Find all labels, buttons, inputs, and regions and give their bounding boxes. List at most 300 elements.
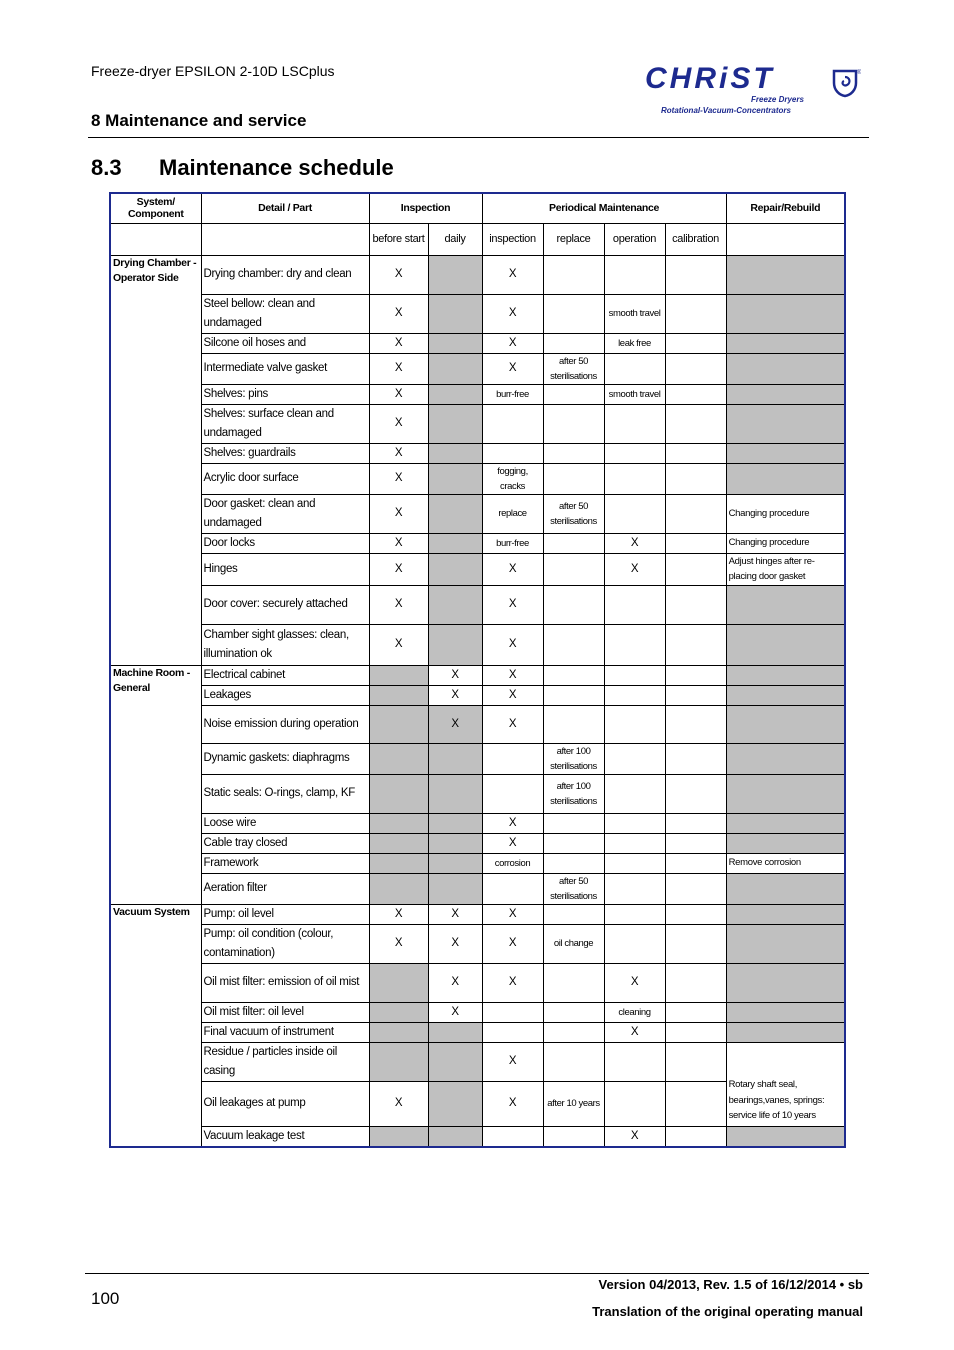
- cell-before: [369, 705, 428, 743]
- cell-before: [369, 833, 428, 853]
- cell-insp: [482, 443, 543, 463]
- cell-calib: [665, 463, 726, 494]
- cell-calib: [665, 1042, 726, 1081]
- cell-oper: leak free: [604, 333, 665, 353]
- cell-insp: X: [482, 665, 543, 685]
- table-row: [110, 873, 845, 904]
- cell-calib: [665, 1126, 726, 1147]
- cell-oper: [604, 685, 665, 705]
- cell-daily: [428, 833, 482, 853]
- cell-repair: [726, 624, 845, 665]
- cell-insp: X: [482, 705, 543, 743]
- cell-oper: [604, 743, 665, 774]
- cell-oper: [604, 665, 665, 685]
- cell-daily: X: [428, 963, 482, 1002]
- part-name: Oil leakages at pump: [201, 1081, 369, 1126]
- cell-daily: [428, 1081, 482, 1126]
- cell-replace: [543, 553, 604, 585]
- cell-insp: [482, 1022, 543, 1042]
- cell-daily: [428, 774, 482, 813]
- subheader-calibration: calibration: [665, 223, 726, 255]
- cell-replace: after 100 sterilisations: [543, 743, 604, 774]
- table-row: [110, 384, 845, 404]
- cell-daily: [428, 384, 482, 404]
- cell-daily: [428, 255, 482, 294]
- header-inspection: Inspection: [369, 193, 482, 223]
- cell-before: [369, 853, 428, 873]
- logo-tagline-rvc: Rotational-Vacuum-Concentrators: [661, 106, 791, 115]
- cell-calib: [665, 813, 726, 833]
- cell-repair: Remove corrosion: [726, 853, 845, 873]
- subheader-inspection: inspection: [482, 223, 543, 255]
- header-system: System/ Component: [110, 193, 201, 223]
- part-name: Steel bellow: clean and undamaged: [201, 294, 369, 333]
- cell-daily: [428, 1126, 482, 1147]
- cell-before: X: [369, 384, 428, 404]
- cell-oper: [604, 924, 665, 963]
- cell-calib: [665, 873, 726, 904]
- cell-calib: [665, 585, 726, 624]
- cell-insp: X: [482, 904, 543, 924]
- cell-daily: X: [428, 665, 482, 685]
- table-row: [110, 853, 845, 873]
- cell-before: X: [369, 585, 428, 624]
- logo-wordmark: CHRiST: [645, 62, 775, 95]
- cell-oper: X: [604, 533, 665, 553]
- cell-calib: [665, 1081, 726, 1126]
- cell-insp: X: [482, 813, 543, 833]
- subheader-replace: replace: [543, 223, 604, 255]
- cell-oper: X: [604, 1126, 665, 1147]
- cell-insp: [482, 1126, 543, 1147]
- cell-oper: [604, 833, 665, 853]
- cell-insp: X: [482, 1081, 543, 1126]
- section-number: 8.3: [91, 155, 122, 180]
- part-name: Aeration filter: [201, 873, 369, 904]
- cell-oper: [604, 774, 665, 813]
- chapter-heading: 8 Maintenance and service: [91, 111, 307, 130]
- cell-daily: [428, 463, 482, 494]
- cell-insp: X: [482, 624, 543, 665]
- cell-replace: [543, 705, 604, 743]
- cell-repair: [726, 294, 845, 333]
- cell-before: [369, 665, 428, 685]
- cell-oper: smooth travel: [604, 384, 665, 404]
- table-row: [110, 463, 845, 494]
- subheader-daily: daily: [428, 223, 482, 255]
- cell-repair: [726, 404, 845, 443]
- system-group-machine: Machine Room - General: [110, 665, 201, 904]
- cell-oper: [604, 1042, 665, 1081]
- cell-calib: [665, 665, 726, 685]
- cell-replace: [543, 904, 604, 924]
- part-name: Door cover: securely attached: [201, 585, 369, 624]
- part-name: Residue / particles inside oil casing: [201, 1042, 369, 1081]
- cell-before: [369, 1022, 428, 1042]
- cell-oper: [604, 463, 665, 494]
- part-name: Vacuum leakage test: [201, 1126, 369, 1147]
- part-name: Loose wire: [201, 813, 369, 833]
- cell-repair: [726, 924, 845, 963]
- table-row: [110, 294, 845, 333]
- registered-mark: ®: [857, 70, 861, 76]
- cell-before: X: [369, 533, 428, 553]
- cell-replace: [543, 624, 604, 665]
- cell-before: [369, 685, 428, 705]
- cell-daily: X: [428, 924, 482, 963]
- table-row: [110, 585, 845, 624]
- cell-insp: fogging, cracks: [482, 463, 543, 494]
- header-repair: Repair/Rebuild: [726, 193, 845, 223]
- cell-daily: [428, 353, 482, 384]
- cell-calib: [665, 294, 726, 333]
- version-line: Version 04/2013, Rev. 1.5 of 16/12/2014 • sb: [598, 1277, 863, 1292]
- cell-calib: [665, 553, 726, 585]
- table-row: [110, 963, 845, 1002]
- table-row: [110, 1042, 845, 1081]
- cell-repair: [726, 774, 845, 813]
- cell-repair: Changing procedure: [726, 494, 845, 533]
- system-group-drying: Drying Chamber - Operator Side: [110, 255, 201, 665]
- cell-replace: after 50 sterilisations: [543, 494, 604, 533]
- subheader-before-start: before start: [369, 223, 428, 255]
- cell-daily: [428, 813, 482, 833]
- cell-before: X: [369, 333, 428, 353]
- cell-daily: [428, 443, 482, 463]
- cell-before: X: [369, 463, 428, 494]
- cell-before: [369, 813, 428, 833]
- cell-calib: [665, 833, 726, 853]
- cell-insp: X: [482, 333, 543, 353]
- cell-replace: [543, 585, 604, 624]
- part-name: Noise emission during operation: [201, 705, 369, 743]
- cell-oper: X: [604, 553, 665, 585]
- part-name: Pump: oil level: [201, 904, 369, 924]
- table-row: [110, 255, 845, 294]
- cell-replace: [543, 443, 604, 463]
- cell-repair: [726, 353, 845, 384]
- table-row: [110, 1022, 845, 1042]
- subheader-empty: [201, 223, 369, 255]
- part-name: Electrical cabinet: [201, 665, 369, 685]
- cell-before: X: [369, 924, 428, 963]
- part-name: Intermediate valve gasket: [201, 353, 369, 384]
- table-row: [110, 404, 845, 443]
- cell-replace: [543, 1042, 604, 1081]
- maintenance-schedule-table: [109, 192, 846, 1148]
- cell-calib: [665, 443, 726, 463]
- cell-daily: [428, 1022, 482, 1042]
- table-row: [110, 333, 845, 353]
- table-row: [110, 904, 845, 924]
- cell-replace: [543, 463, 604, 494]
- cell-daily: [428, 743, 482, 774]
- system-group-vacuum: Vacuum System: [110, 904, 201, 1147]
- cell-daily: [428, 333, 482, 353]
- cell-before: X: [369, 404, 428, 443]
- footer-rule: [85, 1273, 869, 1274]
- logo-tagline-freeze-dryers: Freeze Dryers: [751, 95, 804, 104]
- cell-repair: [726, 963, 845, 1002]
- cell-daily: X: [428, 904, 482, 924]
- cell-insp: X: [482, 553, 543, 585]
- cell-before: X: [369, 624, 428, 665]
- table-row: [110, 553, 845, 585]
- table-row: [110, 443, 845, 463]
- cell-calib: [665, 705, 726, 743]
- cell-insp: X: [482, 924, 543, 963]
- cell-oper: X: [604, 1022, 665, 1042]
- cell-oper: [604, 353, 665, 384]
- cell-oper: [604, 494, 665, 533]
- part-name: Chamber sight glasses: clean, illumination ok: [201, 624, 369, 665]
- table-row: [110, 924, 845, 963]
- table-row: [110, 774, 845, 813]
- cell-before: X: [369, 553, 428, 585]
- part-name: Final vacuum of instrument: [201, 1022, 369, 1042]
- cell-repair: [726, 463, 845, 494]
- cell-repair: [726, 665, 845, 685]
- cell-repair: [726, 585, 845, 624]
- cell-calib: [665, 853, 726, 873]
- cell-replace: after 50 sterilisations: [543, 873, 604, 904]
- table-row: [110, 705, 845, 743]
- cell-before: [369, 873, 428, 904]
- part-name: Oil mist filter: oil level: [201, 1002, 369, 1022]
- table-row: [110, 624, 845, 665]
- cell-insp: [482, 1002, 543, 1022]
- cell-before: [369, 1002, 428, 1022]
- part-name: Static seals: O-rings, clamp, KF: [201, 774, 369, 813]
- cell-oper: X: [604, 963, 665, 1002]
- cell-repair: [726, 705, 845, 743]
- cell-replace: [543, 665, 604, 685]
- table-row: [110, 533, 845, 553]
- table-row: [110, 813, 845, 833]
- cell-daily: [428, 494, 482, 533]
- cell-repair: Rotary shaft seal, bearings,vanes, springs: service life of 10 years: [726, 1042, 845, 1126]
- cell-repair: Adjust hinges after re- placing door gasket: [726, 553, 845, 585]
- cell-calib: [665, 494, 726, 533]
- cell-repair: [726, 333, 845, 353]
- cell-daily: X: [428, 705, 482, 743]
- table-row: [110, 1126, 845, 1147]
- part-name: Pump: oil condition (colour, contamination): [201, 924, 369, 963]
- part-name: Shelves: pins: [201, 384, 369, 404]
- part-name: Door locks: [201, 533, 369, 553]
- table-row: [110, 353, 845, 384]
- header-detail: Detail / Part: [201, 193, 369, 223]
- cell-daily: [428, 553, 482, 585]
- cell-replace: after 10 years: [543, 1081, 604, 1126]
- cell-replace: [543, 813, 604, 833]
- cell-insp: [482, 774, 543, 813]
- cell-insp: X: [482, 585, 543, 624]
- subheader-empty: [726, 223, 845, 255]
- cell-daily: [428, 853, 482, 873]
- cell-repair: [726, 873, 845, 904]
- cell-oper: [604, 1081, 665, 1126]
- cell-oper: [604, 853, 665, 873]
- cell-before: X: [369, 494, 428, 533]
- cell-repair: Changing procedure: [726, 533, 845, 553]
- cell-repair: [726, 1126, 845, 1147]
- cell-replace: [543, 1126, 604, 1147]
- cell-repair: [726, 1002, 845, 1022]
- cell-insp: [482, 873, 543, 904]
- cell-replace: [543, 533, 604, 553]
- cell-insp: X: [482, 353, 543, 384]
- part-name: Drying chamber: dry and clean: [201, 255, 369, 294]
- cell-before: X: [369, 1081, 428, 1126]
- cell-insp: X: [482, 685, 543, 705]
- cell-replace: [543, 1002, 604, 1022]
- part-name: Dynamic gaskets: diaphragms: [201, 743, 369, 774]
- cell-before: [369, 1126, 428, 1147]
- cell-insp: X: [482, 833, 543, 853]
- cell-replace: [543, 963, 604, 1002]
- subheader-operation: operation: [604, 223, 665, 255]
- cell-replace: [543, 404, 604, 443]
- part-name: Silcone oil hoses and: [201, 333, 369, 353]
- part-name: Framework: [201, 853, 369, 873]
- cell-daily: [428, 585, 482, 624]
- cell-replace: [543, 853, 604, 873]
- part-name: Leakages: [201, 685, 369, 705]
- cell-insp: burr-free: [482, 533, 543, 553]
- cell-daily: [428, 624, 482, 665]
- cell-oper: [604, 873, 665, 904]
- section-title: Maintenance schedule: [159, 155, 394, 180]
- cell-daily: [428, 1042, 482, 1081]
- part-name: Cable tray closed: [201, 833, 369, 853]
- cell-replace: [543, 294, 604, 333]
- cell-repair: [726, 443, 845, 463]
- cell-oper: cleaning: [604, 1002, 665, 1022]
- cell-calib: [665, 685, 726, 705]
- cell-oper: [604, 813, 665, 833]
- cell-insp: corrosion: [482, 853, 543, 873]
- cell-calib: [665, 353, 726, 384]
- cell-before: [369, 1042, 428, 1081]
- cell-replace: [543, 1022, 604, 1042]
- cell-calib: [665, 255, 726, 294]
- cell-oper: smooth travel: [604, 294, 665, 333]
- cell-calib: [665, 924, 726, 963]
- cell-daily: [428, 404, 482, 443]
- part-name: Oil mist filter: emission of oil mist: [201, 963, 369, 1002]
- cell-replace: [543, 255, 604, 294]
- document-title: Freeze-dryer EPSILON 2-10D LSCplus: [91, 63, 335, 79]
- cell-insp: X: [482, 255, 543, 294]
- cell-oper: [604, 404, 665, 443]
- cell-oper: [604, 443, 665, 463]
- cell-calib: [665, 624, 726, 665]
- cell-before: [369, 963, 428, 1002]
- header-periodical: Periodical Maintenance: [482, 193, 726, 223]
- cell-repair: [726, 743, 845, 774]
- cell-oper: [604, 624, 665, 665]
- christ-logo: [645, 62, 865, 118]
- table-row: [110, 685, 845, 705]
- cell-before: X: [369, 443, 428, 463]
- subheader-empty: [110, 223, 201, 255]
- cell-replace: [543, 333, 604, 353]
- cell-insp: [482, 743, 543, 774]
- cell-calib: [665, 533, 726, 553]
- cell-repair: [726, 685, 845, 705]
- part-name: Door gasket: clean and undamaged: [201, 494, 369, 533]
- cell-before: X: [369, 353, 428, 384]
- table-row: [110, 494, 845, 533]
- header-rule: [88, 137, 869, 138]
- cell-repair: [726, 904, 845, 924]
- cell-calib: [665, 384, 726, 404]
- cell-calib: [665, 743, 726, 774]
- part-name: Shelves: guardrails: [201, 443, 369, 463]
- cell-replace: oil change: [543, 924, 604, 963]
- cell-daily: [428, 873, 482, 904]
- cell-calib: [665, 1022, 726, 1042]
- cell-insp: X: [482, 963, 543, 1002]
- cell-before: [369, 743, 428, 774]
- cell-repair: [726, 384, 845, 404]
- cell-calib: [665, 404, 726, 443]
- cell-before: X: [369, 904, 428, 924]
- christ-emblem-icon: [831, 68, 861, 98]
- cell-replace: after 50 sterilisations: [543, 353, 604, 384]
- part-name: Shelves: surface clean and undamaged: [201, 404, 369, 443]
- cell-repair: [726, 1022, 845, 1042]
- part-name: Hinges: [201, 553, 369, 585]
- cell-calib: [665, 333, 726, 353]
- table-row: [110, 743, 845, 774]
- table-row: [110, 1002, 845, 1022]
- cell-before: X: [369, 294, 428, 333]
- cell-replace: [543, 384, 604, 404]
- cell-daily: [428, 294, 482, 333]
- cell-replace: [543, 685, 604, 705]
- cell-daily: [428, 533, 482, 553]
- table-row: [110, 665, 845, 685]
- cell-repair: [726, 833, 845, 853]
- cell-oper: [604, 255, 665, 294]
- cell-repair: [726, 813, 845, 833]
- cell-before: X: [369, 255, 428, 294]
- cell-before: [369, 774, 428, 813]
- cell-calib: [665, 904, 726, 924]
- cell-insp: replace: [482, 494, 543, 533]
- cell-calib: [665, 963, 726, 1002]
- cell-oper: [604, 904, 665, 924]
- cell-calib: [665, 1002, 726, 1022]
- table-row: [110, 833, 845, 853]
- cell-calib: [665, 774, 726, 813]
- cell-insp: X: [482, 1042, 543, 1081]
- cell-replace: after 100 sterilisations: [543, 774, 604, 813]
- cell-insp: [482, 404, 543, 443]
- cell-daily: X: [428, 1002, 482, 1022]
- translation-note: Translation of the original operating manual: [592, 1304, 863, 1319]
- cell-oper: [604, 585, 665, 624]
- cell-insp: burr-free: [482, 384, 543, 404]
- cell-repair: [726, 255, 845, 294]
- cell-replace: [543, 833, 604, 853]
- part-name: Acrylic door surface: [201, 463, 369, 494]
- cell-oper: [604, 705, 665, 743]
- cell-daily: X: [428, 685, 482, 705]
- page-number: 100: [91, 1289, 120, 1308]
